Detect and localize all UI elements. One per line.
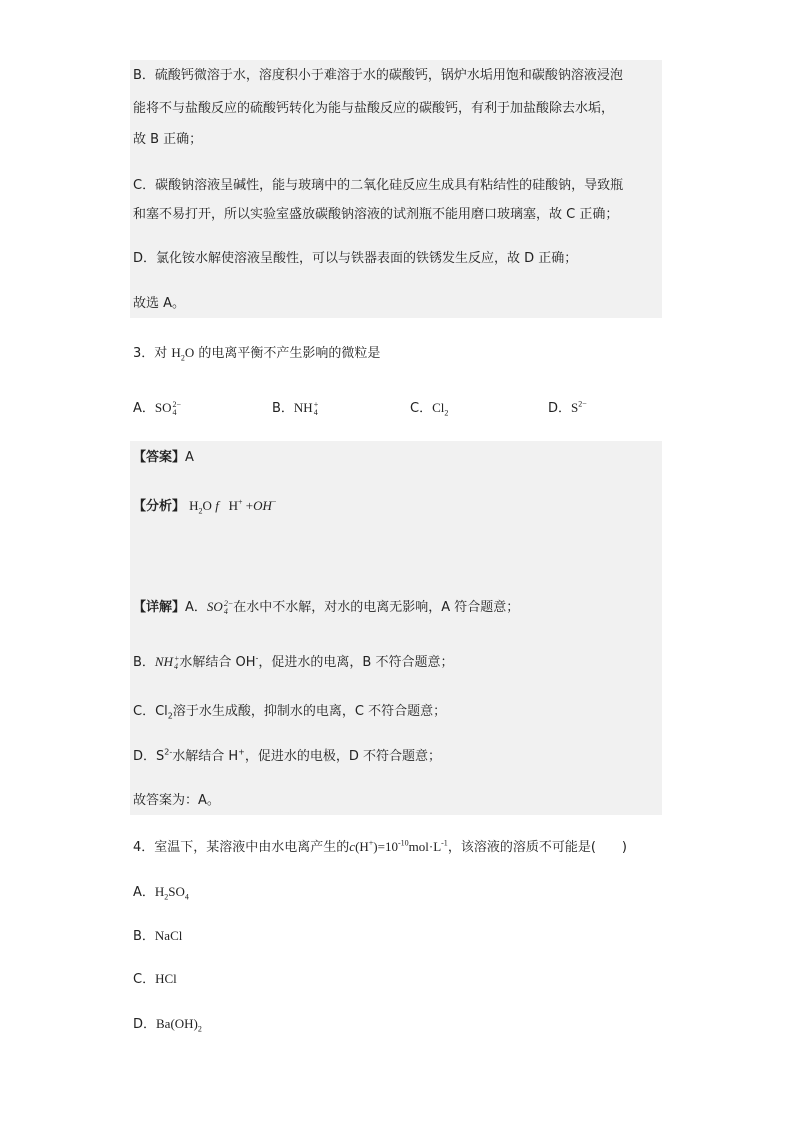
q3-answer: 【答案】A — [133, 450, 194, 465]
q2-option-b-line1: B．硫酸钙微溶于水，溶度积小于难溶于水的碳酸钙，锅炉水垢用饱和碳酸钠溶液浸泡 — [133, 68, 623, 83]
q4-stem: 4．室温下，某溶液中由水电离产生的$c(H^+)=10^{-10}mol\cdot L^{-1}$，该溶液的溶质不可能是( ) — [133, 838, 627, 855]
q2-option-c-line1: C．碳酸钠溶液呈碱性，能与玻璃中的二氧化硅反应生成具有粘结性的硅酸钠，导致瓶 — [133, 178, 624, 193]
q2-option-b-line2: 能将不与盐酸反应的硫酸钙转化为能与盐酸反应的碳酸钙，有利于加盐酸除去水垢， — [133, 101, 615, 116]
q2-option-c-line2: 和塞不易打开，所以实验室盛放碳酸钠溶液的试剂瓶不能用磨口玻璃塞，故 C 正确； — [133, 207, 619, 222]
q4-option-d: D．$Ba(OH)_2$ — [133, 1016, 202, 1034]
q4-option-c: C．HCl — [133, 971, 177, 987]
q3-detail-c: C．$Cl_2$溶于水生成酸，抑制水的电离，C 不符合题意； — [133, 704, 447, 721]
q3-conclusion: 故答案为：A。 — [133, 793, 220, 808]
q3-option-d: D．$S^{2-}$ — [548, 399, 587, 416]
q2-option-b-line3: 故 B 正确； — [133, 132, 203, 147]
q3-analysis: 【分析】 $H_2O$ f H+ +OH− — [133, 497, 277, 516]
q3-detail-d: D．$S^{2-}$水解结合 H+，促进水的电极，D 不符合题意； — [133, 747, 442, 764]
water-formula: $H_2O$ — [171, 345, 195, 363]
ionization-equation: $H_2O$ f H+ +OH− — [189, 497, 277, 516]
q2-option-d-line: D．氯化铵水解使溶液呈酸性，可以与铁器表面的铁锈发生反应，故 D 正确； — [133, 251, 578, 266]
q3-option-b: B．NH + 4 — [272, 399, 319, 417]
q4-option-b: B．NaCl — [133, 928, 183, 944]
q4-option-a: A．$H_2SO_4$ — [133, 884, 189, 902]
q3-detail-a: 【详解】A．SO 2− 4 在水中不水解，对水的电离无影响，A 符合题意； — [133, 598, 520, 616]
q3-detail-b: B．NH + 4 水解结合 OH-，促进水的电离，B 不符合题意； — [133, 653, 454, 671]
q3-option-a: A．SO 2− 4 — [133, 399, 182, 417]
q2-conclusion: 故选 A。 — [133, 296, 186, 311]
q3-stem: 3．对 $H_2O$ 的电离平衡不产生影响的微粒是 — [133, 345, 381, 363]
q3-option-c: C．$Cl_2$ — [410, 400, 449, 418]
